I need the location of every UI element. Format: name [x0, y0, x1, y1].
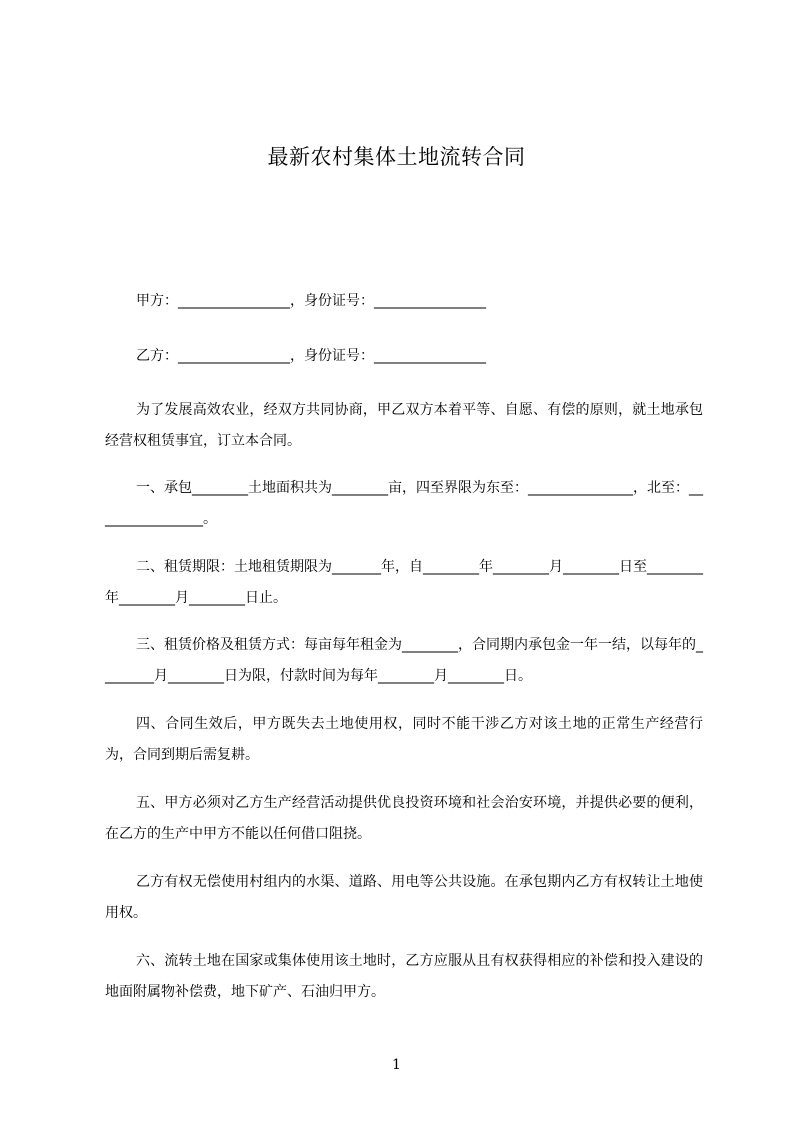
clause-5-party-a-obligations: 五、甲方必须对乙方生产经营活动提供优良投资环境和社会治安环境，并提供必要的便利，在乙方的生产中甲方不能以任何借口阻挠。: [105, 795, 703, 842]
clause-6-compensation: 六、流转土地在国家或集体使用该土地时，乙方应服从且有权获得相应的补偿和投入建设的地面附属物补偿费，地下矿产、石油归甲方。: [105, 953, 703, 1000]
clause-1-land-area: 一、承包________土地面积共为________亩，四至界限为东至：_______________，北至：________________。: [105, 480, 703, 527]
page-number: 1: [392, 1057, 401, 1073]
party-a-line: 甲方：________________，身份证号：________________: [136, 293, 486, 309]
clause-2-lease-term: 二、租赁期限：土地租赁期限为_______年，自________年________月________日至________年________月________日止。: [105, 559, 703, 606]
party-b-rights-paragraph: 乙方有权无偿使用村组内的水渠、道路、用电等公共设施。在承包期内乙方有权转让土地使用权。: [105, 874, 703, 921]
document-title: 最新农村集体土地流转合同: [267, 145, 526, 169]
party-b-line: 乙方：________________，身份证号：________________: [136, 348, 486, 364]
preamble-paragraph: 为了发展高效农业，经双方共同协商，甲乙双方本着平等、自愿、有偿的原则，就土地承包经营权租赁事宜，订立本合同。: [105, 402, 703, 449]
clause-4-contract-effect: 四、合同生效后，甲方既失去土地使用权，同时不能干涉乙方对该土地的正常生产经营行为，合同到期后需复耕。: [105, 716, 703, 763]
clause-3-lease-price: 三、租赁价格及租赁方式：每亩每年租金为________，合同期内承包金一年一结，以每年的________月________日为限，付款时间为每年________月________日。: [105, 637, 703, 684]
